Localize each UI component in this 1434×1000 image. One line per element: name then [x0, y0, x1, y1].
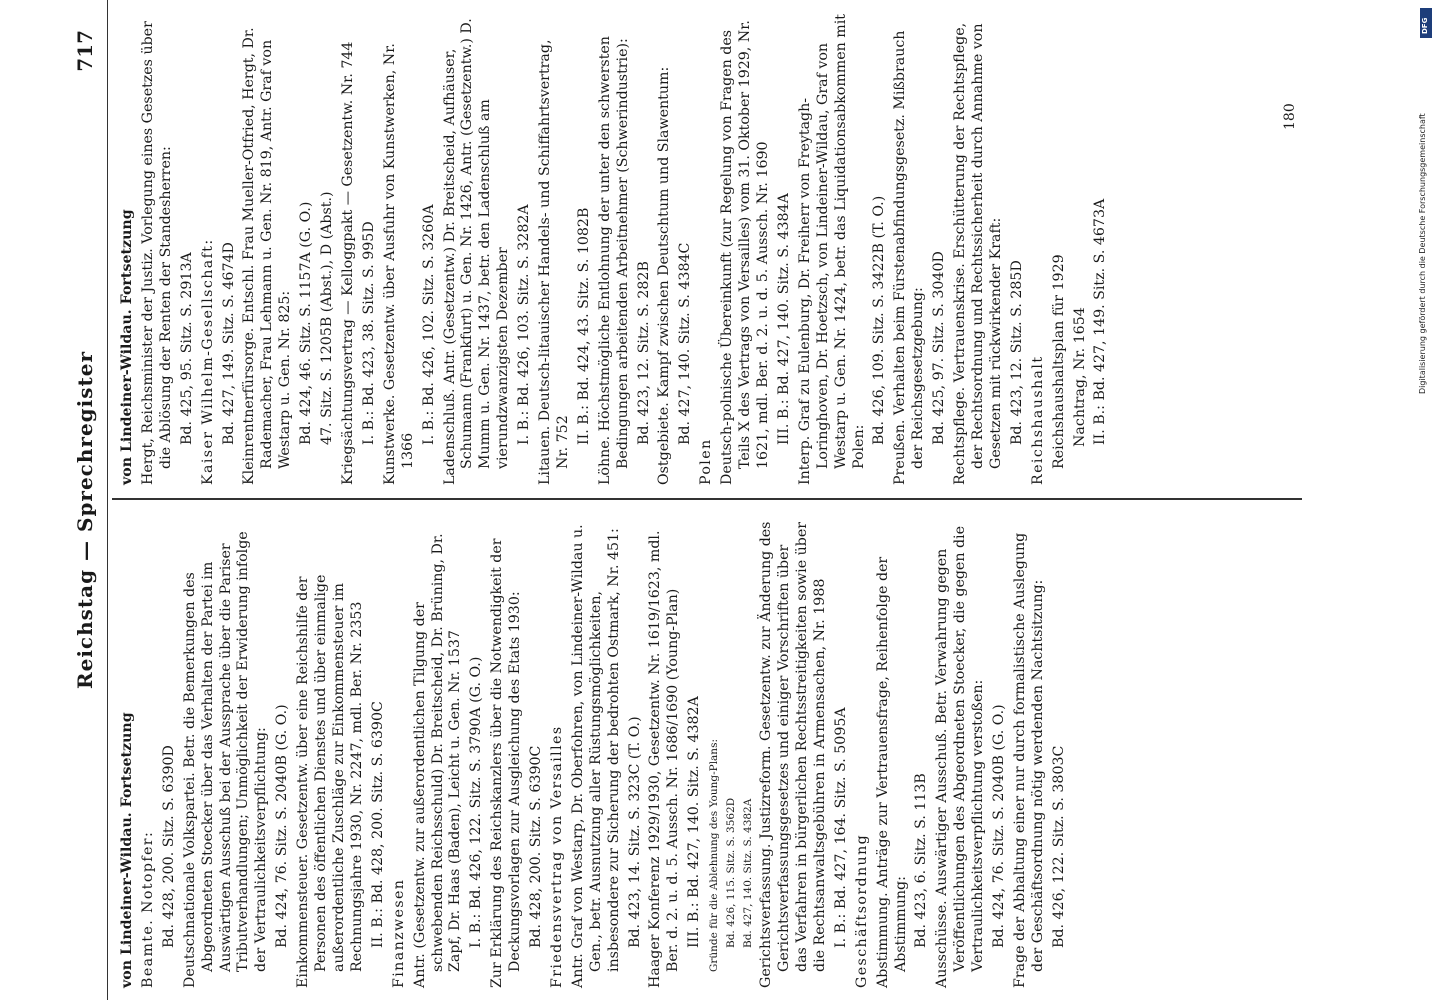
signature-number: 180: [1282, 103, 1298, 130]
volume-reference: Bd. 424, 76. Sitz. S. 2040B (G. O.): [274, 704, 291, 948]
header-rule: [107, 0, 108, 1000]
volume-reference: Bd. 425, 97. Sitz. S. 3040D: [931, 251, 948, 445]
keyword-entry: Geschäftsordnung: [853, 833, 870, 988]
volume-reference: Bd. 425, 95. Sitz. S. 2913A: [178, 252, 195, 445]
register-entry: Ostgebiete. Kampf zwischen Deutschtum und Slawentum:: [656, 66, 673, 485]
register-subentry: Reichshaushaltsplan für 1929: [1050, 254, 1067, 469]
volume-reference: Bd. 426, 109. Sitz. S. 3422B (T. O.): [871, 195, 888, 445]
digitization-credit: Digitalisierung gefördert durch die Deutsche Forschungsgemeinschaft: [1418, 113, 1427, 394]
keyword-entry: Beamte. Notopfer:: [139, 830, 156, 988]
register-entry: Löhne. Höchstmögliche Entlohnung der unter den schwersten Bedingungen arbeitenden Arbeitnehmer (Schwerindustrie):: [596, 36, 631, 485]
register-entry: Zur Erklärung des Reichskanzlers über die Notwendigkeit der Deckungsvorlagen zur Ausgleichung des Etats 1930:: [489, 538, 524, 988]
register-entry: Rechtspflege. Vertrauenskrise. Erschütterung der Rechtspflege, der Rechtsordnung und Rechtssicherheit durch Annahme von Gesetzen mit rückwirkender Kraft:: [952, 22, 1004, 485]
register-entry: Frage der Abhaltung einer nur durch formalistische Auslegung der Geschäftsordnung nötig werdenden Nachtsitzung:: [1011, 532, 1046, 988]
sub-note-reference: Bd. 426, 115. Sitz. S. 3562D: [725, 797, 738, 948]
volume-reference: Bd. 427, 140. Sitz. S. 4384C: [677, 242, 694, 445]
page-header: [73, 0, 107, 1000]
rotated-register-page: [67, 0, 1367, 1000]
register-entry: Hergt, Reichsminister der Justiz. Vorlegung eines Gesetzes über die Ablösung der Renten der Standesherren:: [139, 21, 174, 485]
volume-reference: Bd. 424, 46. Sitz. S. 1157A (G. O.): [298, 201, 315, 445]
volume-reference: I. B.: Bd. 423, 38. Sitz. S. 995D: [360, 221, 377, 445]
right-column: [119, 13, 1113, 485]
register-entry: Haager Konferenz 1929/1930, Gesetzentw. Nr. 1619/1623, mdl. Ber. d. 2. u. d. 5. Aussch. Nr. 1686/1690 (Young-Plan): [647, 530, 682, 988]
volume-reference: I. B.: Bd. 426, 122. Sitz. S. 3790A (G. O.): [468, 656, 485, 948]
running-title: Reichstag — Sprechregister: [73, 350, 97, 690]
volume-reference: Bd. 423, 12. Sitz. S. 282B: [635, 261, 652, 445]
register-entry: Antr. (Gesetzentw. zur außerordentlichen Tilgung der schwebenden Reichsschuld) Dr. Breitscheid, Dr. Brüning, Dr. Zapf, Dr. Haas (Baden), Leicht u. Gen. Nr. 1537: [411, 533, 464, 988]
volume-reference: Bd. 426, 122. Sitz. S. 3803C: [1050, 745, 1067, 948]
volume-reference: Bd. 428, 200. Sitz. S. 6390D: [160, 745, 177, 948]
volume-reference: Bd. 427, 149. Sitz. S. 4674D: [220, 242, 237, 445]
register-subentry: Nachtrag, Nr. 1654: [1071, 307, 1088, 447]
keyword-entry: Kaiser Wilhelm-Gesellschaft:: [199, 238, 216, 485]
sub-note-reference: Bd. 427, 140. Sitz. S. 4382A: [742, 798, 755, 948]
volume-reference: I. B.: Bd. 427, 164. Sitz. S. 5095A: [832, 707, 849, 948]
keyword-entry: Polen: [698, 438, 715, 485]
volume-reference: Bd. 428, 200. Sitz. S. 6390C: [528, 745, 545, 948]
volume-reference: II. B.: Bd. 428, 200. Sitz. S. 6390C: [369, 701, 386, 948]
register-entry: Deutsch-polnische Übereinkunft (zur Regelung von Fragen des Teils X des Vertrags von Versailles) vom 31. Oktober 1929, Nr. 1621, mdl. Ber. d. 2. u. d. 5. Aussch. Nr. 1690: [719, 20, 771, 485]
keyword-entry: Finanzwesen: [390, 878, 407, 988]
sub-note: Gründe für die Ablehnung des Young-Plans:: [708, 739, 721, 972]
left-column: [119, 516, 1072, 988]
register-entry: Preußen. Verhalten beim Fürstenabfindungsgesetz. Mißbrauch der Reichsgesetzgebung:: [892, 30, 927, 485]
register-entry: Litauen. Deutsch-litauischer Handels- und Schiffahrtsvertrag, Nr. 752: [537, 39, 571, 485]
volume-reference: Bd. 423, 6. Sitz. S. 113B: [913, 773, 930, 948]
keyword-entry: Friedensvertrag von Versailles: [548, 725, 565, 988]
volume-reference: III. B.: Bd. 427, 140. Sitz. S. 4384A: [775, 193, 792, 445]
register-entry: Abstimmung. Anträge zur Vertrauensfrage, Reihenfolge der Abstimmung:: [874, 556, 909, 988]
volume-reference: Bd. 423, 12. Sitz. S. 285D: [1008, 260, 1025, 445]
register-entry: Kriegsächtungsvertrag — Kelloggpakt — Gesetzentw. Nr. 744: [339, 41, 356, 485]
dfg-logo-icon: DFG: [1420, 8, 1432, 38]
column-heading: von Lindeiner-Wildau. Fortsetzung: [119, 209, 135, 485]
keyword-entry: Reichshaushalt: [1029, 355, 1046, 485]
register-entry: Ladenschluß. Antr. (Gesetzentw.) Dr. Breitscheid, Aufhäuser, Schumann (Frankfurt) u. Gen. Nr. 1426, Antr. (Gesetzentw.) D. Mumm u. Gen. Nr. 1437, betr. den Ladenschluß am vierundzwanzigsten Dezember: [441, 18, 512, 485]
volume-reference: 47. Sitz. S. 1205B (Abst.), D (Abst.): [319, 191, 336, 445]
page-number: 717: [73, 30, 97, 72]
volume-reference: I. B.: Bd. 426, 102. Sitz. S. 3260A: [420, 204, 437, 445]
volume-reference: I. B.: Bd. 426, 103. Sitz. S. 3282A: [516, 204, 533, 445]
register-entry: Deutschnationale Volkspartei. Betr. die Bemerkungen des Abgeordneten Stoecker über das Verhalten der Partei im Auswärtigen Ausschuß bei der Aussprache über die Pariser Tributverhandlungen; Unmöglichkeit der Erwiderung infolge der Vertraulichkeitsverpflichtung:: [181, 531, 270, 988]
column-rule: [112, 498, 1302, 500]
register-entry: Antr. Graf von Westarp, Dr. Oberfohren, von Lindeiner-Wildau u. Gen., betr. Ausnutzung aller Rüstungsmöglichkeiten, insbesondere zur Sicherung der bedrohten Ostmark, Nr. 451:: [569, 524, 622, 988]
register-entry: Gerichtsverfassung. Justizreform. Gesetzentw. zur Änderung des Gerichtsverfassungsgesetzes und einiger Vorschriften über das Verfahren in bürgerlichen Rechtsstreitigkeiten sowie über die Rechtsanwaltsgebühren in Armensachen, Nr. 1988: [758, 521, 828, 988]
volume-reference: III. B.: Bd. 427, 140. Sitz. S. 4382A: [686, 696, 703, 948]
volume-reference: II. B.: Bd. 427, 149. Sitz. S. 4673A: [1092, 198, 1109, 445]
register-entry: Ausschüsse. Auswärtiger Ausschuß. Betr. Verwahrung gegen Veröffentlichungen des Abgeordneten Stoecker, die gegen die Vertraulichkeitsverpflichtung verstoßen:: [934, 526, 987, 988]
volume-reference: Bd. 423, 14. Sitz. S. 323C (T. O.): [626, 716, 643, 948]
register-entry: Interp. Graf zu Eulenburg, Dr. Freiherr von Freytagh-Loringhoven, Dr. Hoetzsch, von Lindeiner-Wildau, Graf von Westarp u. Gen. Nr. 1424, betr. das Liquidationsabkommen mit Polen:: [796, 14, 867, 485]
volume-reference: Bd. 424, 76. Sitz. S. 2040B (G. O.): [991, 704, 1008, 948]
column-heading: von Lindeiner-Wildau. Fortsetzung: [119, 712, 135, 988]
register-entry: Kleinrentnerfürsorge. Entschl. Frau Mueller-Otfried, Hergt, Dr. Rademacher, Frau Lehmann u. Gen. Nr. 819, Antr. Graf von Westarp u. Gen. Nr. 825:: [241, 27, 294, 485]
register-entry: Einkommensteuer. Gesetzentw. über eine Reichshilfe der Personen des öffentlichen Dienstes und über einmalige außerordentliche Zuschläge zur Einkommensteuer im Rechnungsjahre 1930, Nr. 2247, mdl. Ber. Nr. 2353: [295, 574, 365, 988]
volume-reference: II. B.: Bd. 424, 43. Sitz. S. 1082B: [575, 207, 592, 445]
register-entry: Kunstwerke. Gesetzentw. über Ausfuhr von Kunstwerken, Nr. 1366: [381, 43, 416, 485]
